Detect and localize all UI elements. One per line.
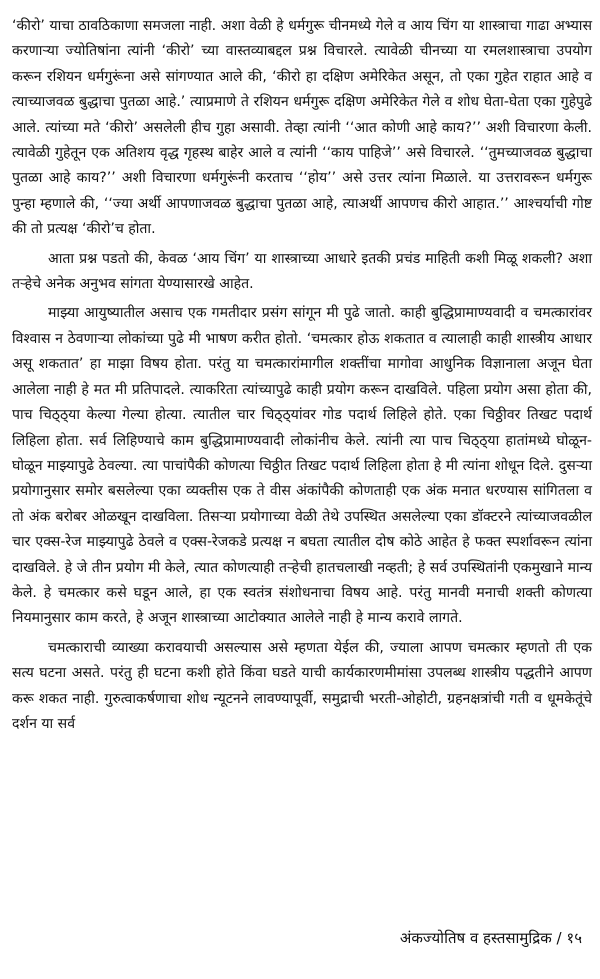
footer-page-number: १५	[566, 929, 582, 947]
paragraph-question: आता प्रश्न पडतो की, केवळ ‘आय चिंग’ या शास्त्राच्या आधारे इतकी प्रचंड माहिती कशी मिळू शकली? अशा तऱ्हेचे अनेक अनुभव सांगता येण्यासारखे आहेत.	[12, 250, 592, 293]
footer-separator: /	[556, 929, 562, 947]
page-footer	[400, 928, 582, 948]
paragraph-miracle-definition: चमत्काराची व्याख्या करावयाची असल्यास असे म्हणता येईल की, ज्याला आपण चमत्कार म्हणतो ती एक सत्य घटना असते. परंतु ही घटना कशी होते किंवा घडते याची कार्यकारणमीमांसा उपलब्ध शास्त्रीय पद्धतीने आपण करू शकत नाही. गुरुत्वाकर्षणाचा शोध न्यूटनने लावण्यापूर्वी, समुद्राची भरती-ओहोटी, ग्रहनक्षत्रांची गती व धूमकेतूंचे दर्शन या सर्व	[12, 639, 592, 732]
document-page	[12, 14, 592, 964]
paragraph-experiments: माझ्या आयुष्यातील असाच एक गमतीदार प्रसंग सांगून मी पुढे जातो. काही बुद्धिप्रामाण्यवादी व चमत्कारांवर विश्वास न ठेवणाऱ्या लोकांच्या पुढे मी भाषण करीत होतो. ‘चमत्कार होऊ शकतात व त्यालाही काही शास्त्रीय आधार असू शकतात’ हा माझा विषय होता. परंतु या चमत्कारांमागील शक्तींचा मागोवा आधुनिक विज्ञानाला अजून घेता आलेला नाही हे मत मी प्रतिपादले. त्याकरिता त्यांच्यापुढे काही प्रयोग करून दाखविले. पहिला प्रयोग असा होता की, पाच चिठ्ठ्या केल्या गेल्या होत्या. त्यातील चार चिठ्ठ्यांवर गोड पदार्थ लिहिले होते. एका चिठ्ठीवर तिखट पदार्थ लिहिला होता. सर्व लिहिण्याचे काम बुद्धिप्रामाण्यवादी लोकांनीच केले. त्यांनी त्या पाच चिठ्ठ्या हातांमध्ये घोळून-घोळून माझ्यापुढे ठेवल्या. त्या पाचांपैकी कोणत्या चिठ्ठीत तिखट पदार्थ लिहिला होता हे मी त्यांना शोधून दिले. दुसऱ्या प्रयोगानुसार समोर बसलेल्या एका व्यक्तीस एक ते वीस अंकांपैकी कोणताही एक अंक मनात धरण्यास सांगितला व तो अंक बरोबर ओळखून दाखविला. तिसऱ्या प्रयोगाच्या वेळी तेथे उपस्थित असलेल्या एका डॉक्टरने त्यांच्याजवळील चार एक्स-रेज माझ्यापुढे ठेवले व एक्स-रेजकडे प्रत्यक्ष न बघता त्यातील दोष कोठे आहेत हे फक्त स्पर्शावरून त्यांना दाखविले. हे जे तीन प्रयोग मी केले, त्यात कोणत्याही तऱ्हेची हातचलाखी नव्हती; हे सर्व उपस्थितांनी एकमुखाने मान्य केले. हे चमत्कार कसे घडून आले, हा एक स्वतंत्र संशोधनाचा विषय आहे. परंतु मानवी मनाची शक्ती कोणत्या नियमानुसार काम करते, हे अजून शास्त्राच्या आटोक्यात आलेले नाही हे मान्य करावे लागते.	[12, 305, 592, 627]
paragraph-kiro-story: ‘कीरो’ याचा ठावठिकाणा समजला नाही. अशा वेळी हे धर्मगुरू चीनमध्ये गेले व आय चिंग या शास्त्राचा गाढा अभ्यास करणाऱ्या ज्योतिषांना त्यांनी ‘कीरो’ च्या वास्तव्याबद्दल प्रश्न विचारले. त्यावेळी चीनच्या या रमलशास्त्राचा उपयोग करून रशियन धर्मगुरूंना असे सांगण्यात आले की, ‘कीरो हा दक्षिण अमेरिकेत असून, तो एका गुहेत राहात आहे व त्याच्याजवळ बुद्धाचा पुतळा आहे.’ त्याप्रमाणे ते रशियन धर्मगुरू दक्षिण अमेरिकेत गेले व शोध घेता-घेता एका गुहेपुढे आले. त्यांच्या मते ‘कीरो’ असलेली हीच गुहा असावी. तेव्हा त्यांनी ‘‘आत कोणी आहे काय?’’ अशी विचारणा केली. त्यावेळी गुहेतून एक अतिशय वृद्ध गृहस्थ बाहेर आले व त्यांनी ‘‘काय पाहिजे’’ असे विचारले. ‘‘तुमच्याजवळ बुद्धाचा पुतळा आहे काय?’’ अशी विचारणा धर्मगुरूंनी करताच ‘‘होय’’ असे उत्तर त्यांना मिळाले. या उत्तरावरून धर्मगुरू पुन्हा म्हणाले की, ‘‘ज्या अर्थी आपणाजवळ बुद्धाचा पुतळा आहे, त्याअर्थी आपणच कीरो आहात.’’ आश्चर्याची गोष्ट की तो प्रत्यक्ष ‘कीरो’च होता.	[12, 18, 592, 238]
footer-book-title: अंकज्योतिष व हस्तसामुद्रिक	[399, 929, 552, 947]
